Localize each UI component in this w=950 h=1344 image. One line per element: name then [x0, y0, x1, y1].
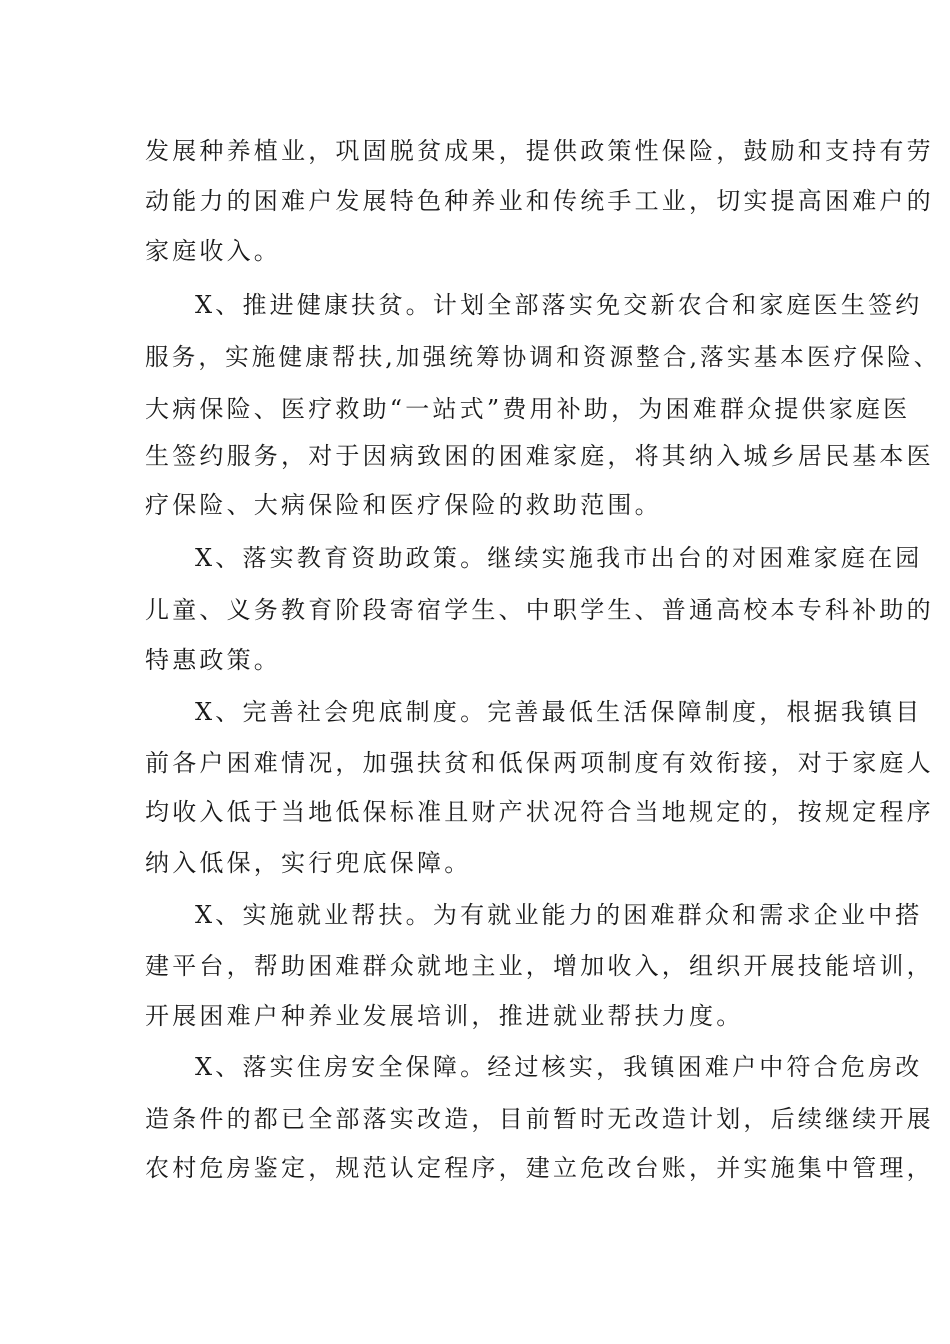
text-line-11: 特惠政策。 — [145, 646, 281, 674]
text-line-21: 农村危房鉴定，规范认定程序，建立危改台账，并实施集中管理， — [145, 1154, 934, 1182]
text-line-2: 动能力的困难户发展特色种养业和传统手工业，切实提高困难户的 — [145, 187, 934, 215]
text-line-20: 造条件的都已全部落实改造，目前暂时无改造计划，后续继续开展 — [145, 1105, 934, 1133]
paragraph-education-first-line: X、落实教育资助政策。继续实施我市出台的对困难家庭在园 — [195, 544, 923, 572]
text-line-17: 建平台，帮助困难群众就地主业，增加收入，组织开展技能培训， — [145, 952, 934, 980]
text-line-7: 生签约服务，对于因病致困的困难家庭，将其纳入城乡居民基本医 — [145, 442, 934, 470]
text-line-13: 前各户困难情况，加强扶贫和低保两项制度有效衔接，对于家庭人 — [145, 749, 934, 777]
text-line-10: 儿童、义务教育阶段寄宿学生、中职学生、普通高校本专科补助的 — [145, 596, 934, 624]
text-line-15: 纳入低保，实行兜底保障。 — [145, 849, 472, 877]
text-line-1: 发展种养植业，巩固脱贫成果，提供政策性保险，鼓励和支持有劳 — [145, 137, 934, 165]
paragraph-health-first-line: X、推进健康扶贫。计划全部落实免交新农合和家庭医生签约 — [195, 291, 923, 319]
paragraph-employment-first-line: X、实施就业帮扶。为有就业能力的困难群众和需求企业中搭 — [195, 901, 923, 929]
text-line-6: 大病保险、医疗救助“一站式”费用补助，为困难群众提供家庭医 — [145, 395, 911, 423]
text-line-18: 开展困难户种养业发展培训，推进就业帮扶力度。 — [145, 1002, 744, 1030]
paragraph-housing-first-line: X、落实住房安全保障。经过核实，我镇困难户中符合危房改 — [195, 1053, 923, 1081]
text-line-8: 疗保险、大病保险和医疗保险的救助范围。 — [145, 491, 662, 519]
text-line-3: 家庭收入。 — [145, 237, 281, 265]
paragraph-social-first-line: X、完善社会兜底制度。完善最低生活保障制度，根据我镇目 — [195, 698, 923, 726]
text-line-5: 服务，实施健康帮扶,加强统筹协调和资源整合,落实基本医疗保险、 — [145, 343, 941, 371]
text-line-14: 均收入低于当地低保标准且财产状况符合当地规定的，按规定程序 — [145, 798, 934, 826]
